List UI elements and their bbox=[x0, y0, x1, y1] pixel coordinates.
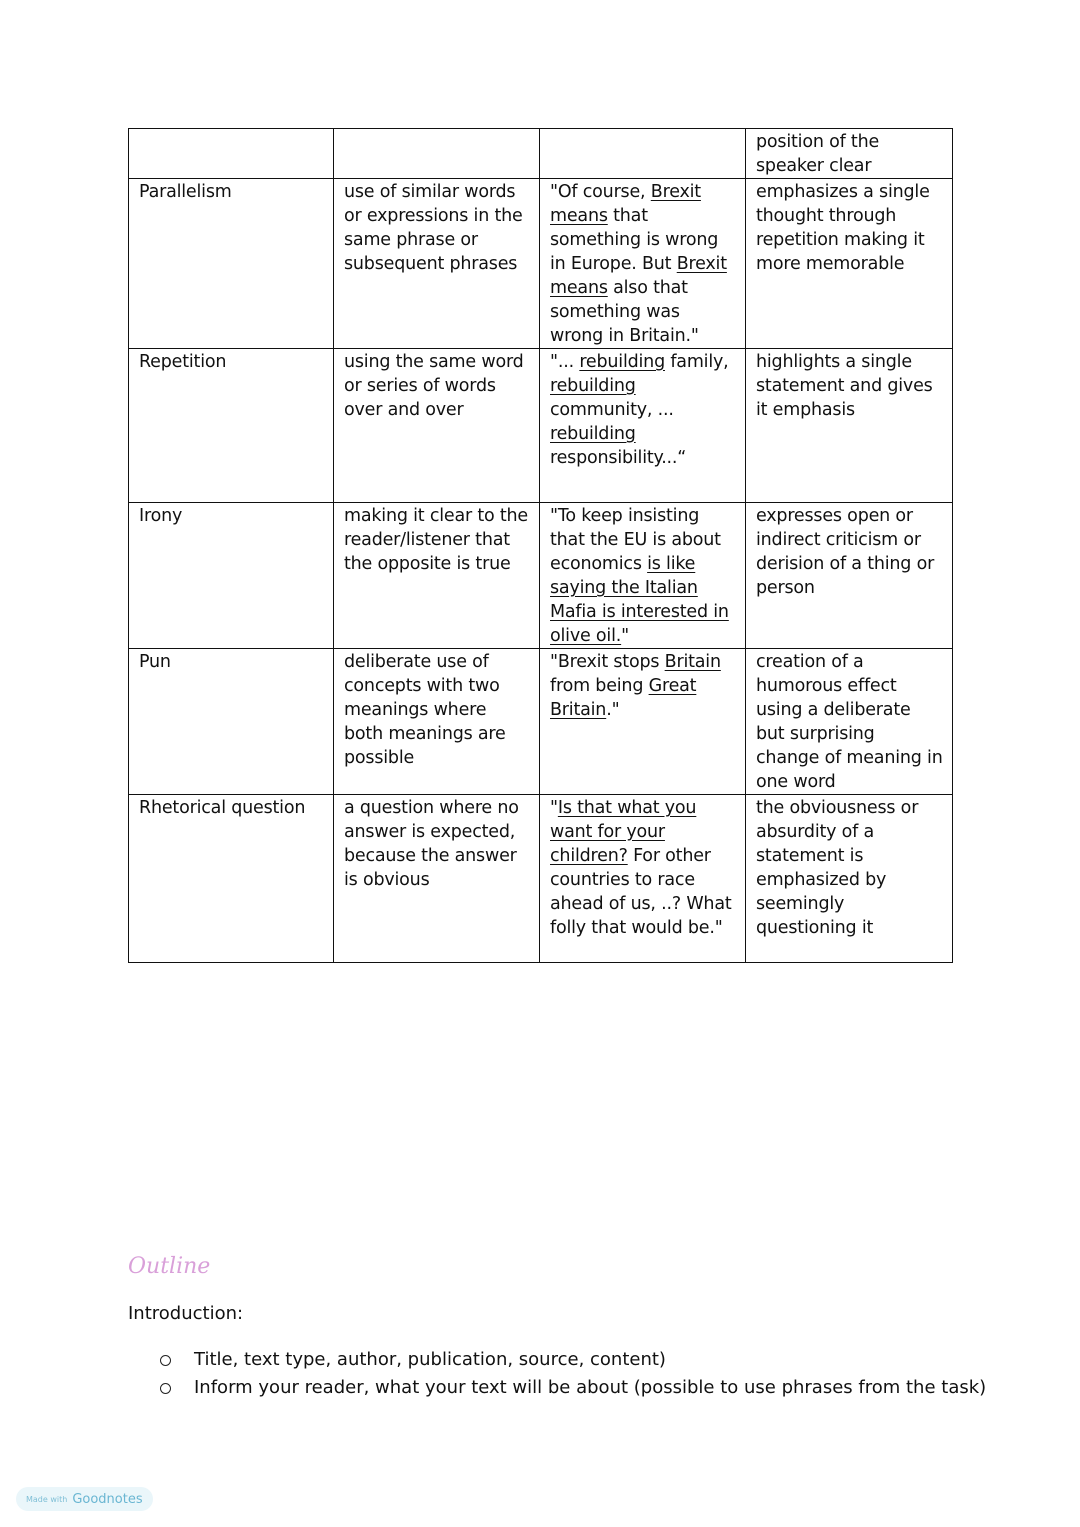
cell-example: "Brexit stops Britain from being Great Britain." bbox=[540, 649, 746, 795]
cell-example: "... rebuilding family, rebuilding community, ... rebuilding responsibility...“ bbox=[540, 349, 746, 503]
cell-device: Irony bbox=[129, 503, 334, 649]
cell-effect: creation of a humorous effect using a deliberate but surprising change of meaning in one word bbox=[746, 649, 953, 795]
table-row bbox=[129, 649, 953, 795]
cell-effect: position of the speaker clear bbox=[746, 129, 953, 179]
cell-definition: a question where no answer is expected, because the answer is obvious bbox=[334, 795, 540, 963]
made-with-goodnotes-badge[interactable]: Made with Goodnotes bbox=[16, 1487, 153, 1511]
table-row bbox=[129, 129, 953, 179]
rhetorical-devices-table bbox=[128, 128, 953, 963]
table-row bbox=[129, 503, 953, 649]
cell-device: Repetition bbox=[129, 349, 334, 503]
list-item: Inform your reader, what your text will be about (possible to use phrases from the task) bbox=[160, 1374, 986, 1402]
table-row bbox=[129, 179, 953, 349]
cell-example: "Is that what you want for your children? For other countries to race ahead of us, ..? What folly that would be." bbox=[540, 795, 746, 963]
goodnotes-logo: Goodnotes bbox=[72, 1491, 143, 1507]
cell-example bbox=[540, 129, 746, 179]
hollow-bullet-icon bbox=[160, 1383, 171, 1394]
hollow-bullet-icon bbox=[160, 1355, 171, 1366]
introduction-bullet-list bbox=[160, 1346, 986, 1402]
cell-effect: emphasizes a single thought through repetition making it more memorable bbox=[746, 179, 953, 349]
cell-effect: highlights a single statement and gives it emphasis bbox=[746, 349, 953, 503]
cell-definition bbox=[334, 129, 540, 179]
outline-heading: Outline bbox=[128, 1254, 211, 1279]
cell-device: Parallelism bbox=[129, 179, 334, 349]
table-row bbox=[129, 349, 953, 503]
cell-device: Pun bbox=[129, 649, 334, 795]
cell-device: Rhetorical question bbox=[129, 795, 334, 963]
cell-effect: the obviousness or absurdity of a statement is emphasized by seemingly questioning it bbox=[746, 795, 953, 963]
cell-effect: expresses open or indirect criticism or derision of a thing or person bbox=[746, 503, 953, 649]
table-row bbox=[129, 795, 953, 963]
cell-example: "To keep insisting that the EU is about economics is like saying the Italian Mafia is interested in olive oil." bbox=[540, 503, 746, 649]
introduction-label: Introduction: bbox=[128, 1303, 244, 1324]
cell-device bbox=[129, 129, 334, 179]
cell-definition: use of similar words or expressions in the same phrase or subsequent phrases bbox=[334, 179, 540, 349]
list-item: Title, text type, author, publication, source, content) bbox=[160, 1346, 986, 1374]
cell-definition: making it clear to the reader/listener that the opposite is true bbox=[334, 503, 540, 649]
cell-definition: using the same word or series of words over and over bbox=[334, 349, 540, 503]
cell-example: "Of course, Brexit means that something is wrong in Europe. But Brexit means also that something was wrong in Britain." bbox=[540, 179, 746, 349]
cell-definition: deliberate use of concepts with two meanings where both meanings are possible bbox=[334, 649, 540, 795]
